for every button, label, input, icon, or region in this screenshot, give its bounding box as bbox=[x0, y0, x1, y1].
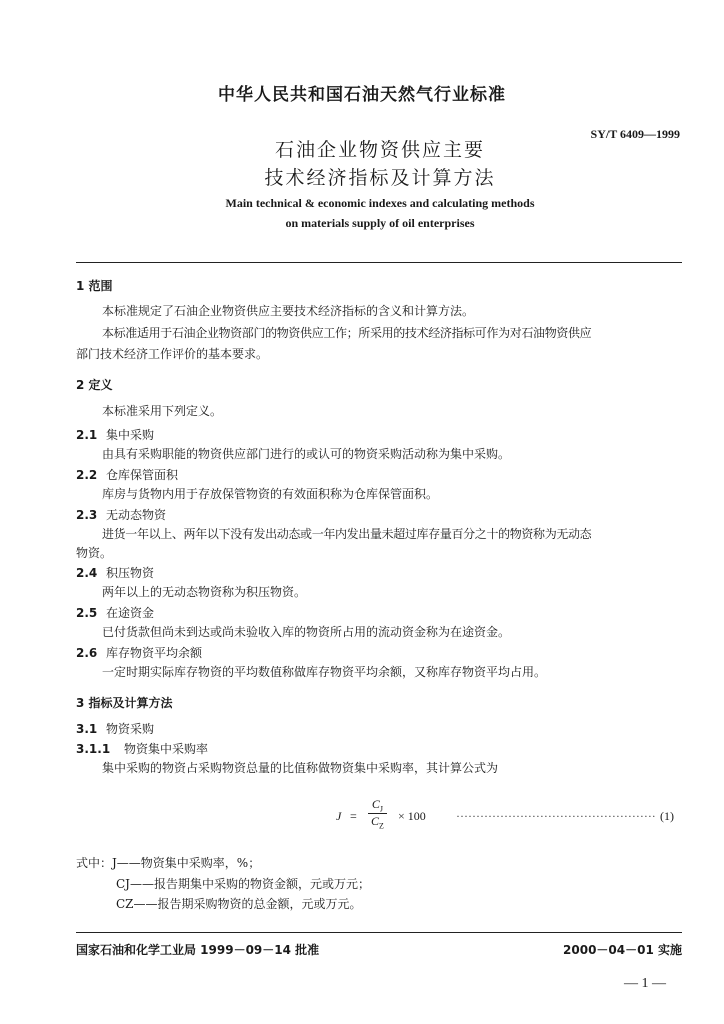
approval-date: 国家石油和化学工业局 1999－09－14 批准 bbox=[76, 943, 320, 957]
standard-code: SY/T 6409—1999 bbox=[590, 127, 680, 141]
definition-2-4-text: 两年以上的无动态物资称为积压物资。 bbox=[102, 585, 307, 599]
definition-number: 2.5 bbox=[76, 606, 98, 620]
standard-category: 中华人民共和国石油天然气行业标准 bbox=[218, 85, 506, 105]
definition-number: 2.2 bbox=[76, 468, 98, 482]
definition-title: 在途资金 bbox=[106, 606, 155, 620]
definition-2-3-text-a: 进货一年以上、两年以下没有发出动态或一年内发出量未超过库存量百分之十的物资称为无动态 bbox=[102, 527, 592, 541]
definition-number: 2.1 bbox=[76, 428, 98, 442]
formula-equals: = bbox=[350, 809, 357, 823]
formula-numerator: $C_J$ bbox=[368, 797, 387, 814]
subsection-3-1-1-text: 集中采购的物资占采购物资总量的比值称做物资集中采购率，其计算公式为 bbox=[102, 761, 499, 775]
subsection-3-1-heading bbox=[76, 720, 682, 737]
title-cn-line2: 技术经济指标及计算方法 bbox=[264, 167, 496, 189]
subsection-title: 物资采购 bbox=[106, 722, 155, 736]
subsection-number: 3.1.1 bbox=[76, 742, 111, 756]
formula-1 bbox=[336, 797, 446, 837]
definition-title: 无动态物资 bbox=[106, 508, 167, 522]
formula-leader-dots: ·················································· bbox=[456, 809, 656, 823]
formula-denominator: $C_Z$ bbox=[371, 814, 384, 831]
section-1-heading: 1 范围 bbox=[76, 279, 113, 293]
implementation-date: 2000－04－01 实施 bbox=[563, 943, 682, 957]
definition-2-3-heading bbox=[76, 506, 682, 523]
formula-cj-definition: CJ——报告期集中采购的物资金额，元或万元； bbox=[116, 877, 370, 891]
definition-title: 集中采购 bbox=[106, 428, 155, 442]
definition-title: 仓库保管面积 bbox=[106, 468, 179, 482]
footer-rule bbox=[76, 932, 682, 933]
formula-cz-definition: CZ——报告期采购物资的总金额，元或万元。 bbox=[116, 897, 362, 911]
s1-paragraph-1: 本标准规定了石油企业物资供应主要技术经济指标的含义和计算方法。 bbox=[102, 304, 475, 318]
formula-number: (1) bbox=[660, 809, 674, 823]
definition-number: 2.6 bbox=[76, 646, 98, 660]
definition-2-1-text: 由具有采购职能的物资供应部门进行的或认可的物资采购活动称为集中采购。 bbox=[102, 447, 511, 461]
title-en-line2: on materials supply of oil enterprises bbox=[285, 216, 475, 230]
subsection-title: 物资集中采购率 bbox=[124, 742, 209, 756]
definition-title: 库存物资平均余额 bbox=[106, 646, 203, 660]
formula-lhs: J bbox=[336, 809, 342, 823]
definition-title: 积压物资 bbox=[106, 566, 155, 580]
header-rule bbox=[76, 262, 682, 263]
definition-2-5-heading bbox=[76, 604, 682, 621]
definition-2-6-text: 一定时期实际库存物资的平均数值称做库存物资平均余额，又称库存物资平均占用。 bbox=[102, 665, 547, 679]
section-2-heading: 2 定义 bbox=[76, 378, 113, 392]
s2-intro: 本标准采用下列定义。 bbox=[102, 404, 223, 418]
formula-multiplier: × 100 bbox=[398, 809, 426, 823]
subsection-3-1-1-heading bbox=[76, 740, 682, 757]
definition-2-6-heading bbox=[76, 644, 682, 661]
formula-where: 式中：J——物资集中采购率，%； bbox=[76, 856, 261, 870]
definition-2-4-heading bbox=[76, 564, 682, 581]
definition-2-5-text: 已付货款但尚未到达或尚未验收入库的物资所占用的流动资金称为在途资金。 bbox=[102, 625, 511, 639]
definition-2-1-heading bbox=[76, 426, 682, 443]
s1-paragraph-2b: 部门技术经济工作评价的基本要求。 bbox=[76, 347, 269, 361]
formula-fraction bbox=[368, 797, 387, 831]
definition-2-3-text-b: 物资。 bbox=[76, 546, 113, 560]
title-cn-line1: 石油企业物资供应主要 bbox=[274, 139, 485, 161]
title-en-line1: Main technical & economic indexes and calculating methods bbox=[225, 196, 535, 210]
definition-2-2-heading bbox=[76, 466, 682, 483]
s1-paragraph-2a: 本标准适用于石油企业物资部门的物资供应工作；所采用的技术经济指标可作为对石油物资供应 bbox=[102, 326, 592, 340]
definition-number: 2.3 bbox=[76, 508, 98, 522]
section-3-heading: 3 指标及计算方法 bbox=[76, 696, 173, 710]
definition-2-2-text: 库房与货物内用于存放保管物资的有效面积称为仓库保管面积。 bbox=[102, 487, 439, 501]
subsection-number: 3.1 bbox=[76, 722, 98, 736]
page-number: — 1 — bbox=[624, 976, 666, 991]
definition-number: 2.4 bbox=[76, 566, 98, 580]
